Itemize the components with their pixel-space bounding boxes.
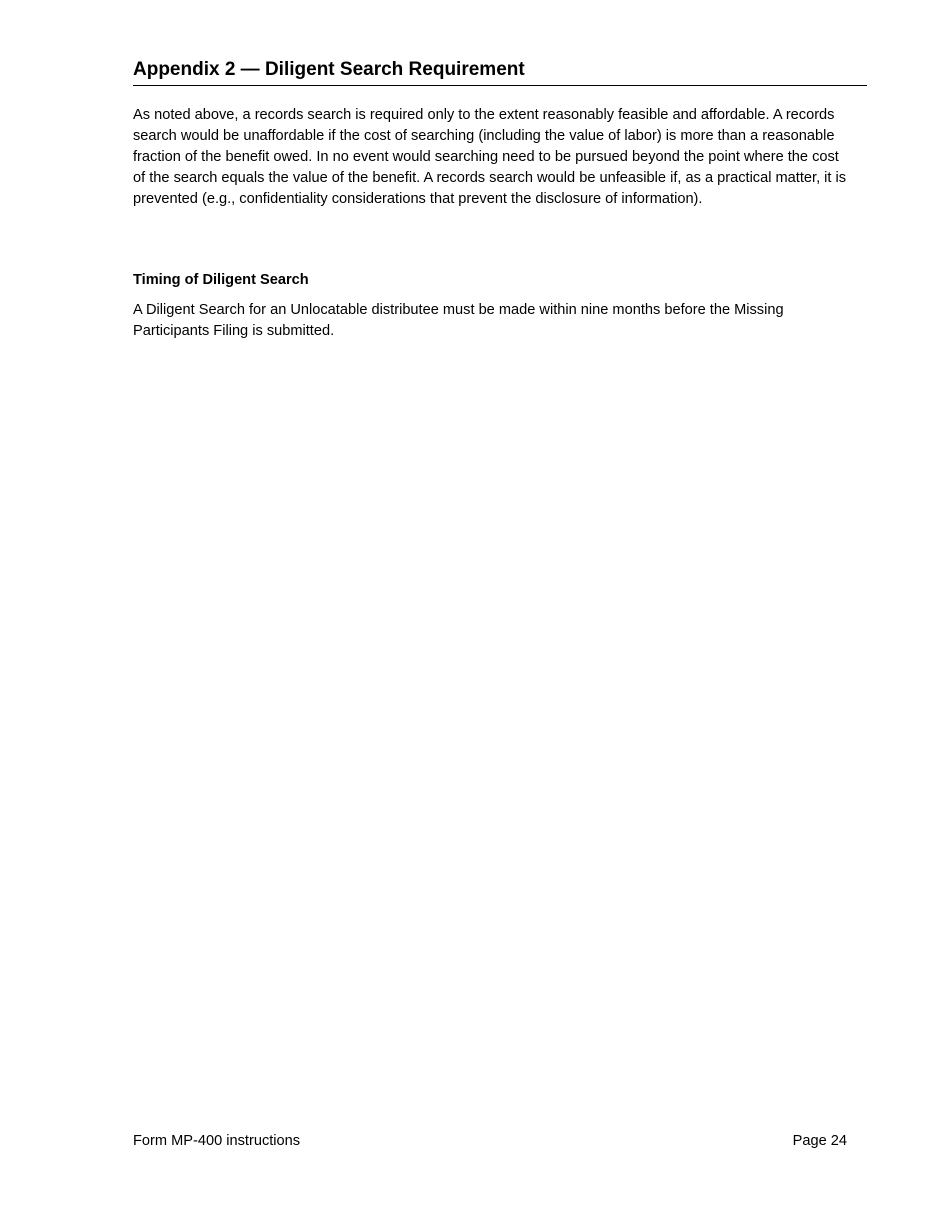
appendix-heading: Appendix 2 — Diligent Search Requirement — [133, 57, 867, 86]
footer-page-number: Page 24 — [792, 1133, 847, 1149]
footer-form-name: Form MP-400 instructions — [133, 1133, 301, 1149]
section-heading-timing: Timing of Diligent Search — [133, 272, 309, 288]
section-paragraph-timing: A Diligent Search for an Unlocatable distributee must be made within nine months before the Missing Participants Filing is submitted. — [133, 302, 784, 339]
intro-paragraph: As noted above, a records search is required only to the extent reasonably feasible and affordable. A records search would be unaffordable if the cost of searching (including the value of labor) is more than a reasonable fraction of the benefit owed. In no event would searching need to be pursued beyond the point where the cost of the search equals the value of the benefit. A records search would be unfeasible if, as a practical matter, it is prevented (e.g., confidentiality considerations that prevent the disclosure of information). — [133, 107, 847, 207]
